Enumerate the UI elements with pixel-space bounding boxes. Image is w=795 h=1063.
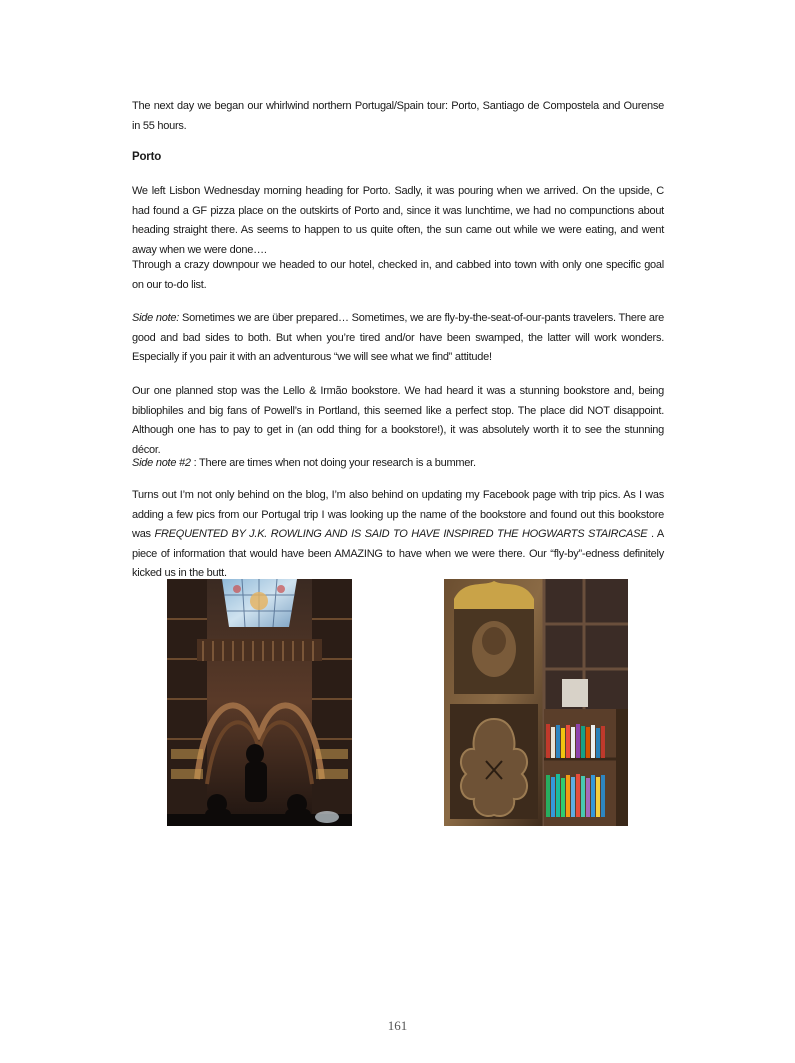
p4-emphasis: FREQUENTED BY J.K. ROWLING AND IS SAID TO HAVE INSPIRED THE HOGWARTS STAIRCASE [154, 528, 648, 540]
paragraph-bookstore: Our one planned stop was the Lello & Irmão bookstore. We had heard it was a stunning bookstore and, being bibliophiles and big fans of Powell’s in Portland, this seemed like a perfect stop. The place did NOT disappoint. Although one has to pay to get in (an odd thing for a bookstore!), it was absolutely worth it to see the stunning décor. [132, 385, 664, 456]
side-note-2-label: Side note #2 [132, 457, 191, 469]
paragraph-arrival: We left Lisbon Wednesday morning heading for Porto. Sadly, it was pouring when we arrived. On the upside, C had found a GF pizza place on the outskirts of Porto and, since it was lunchtime, we had no compunctions about heading straight there. As seems to happen to us quite often, the sun came out while we were eating, and went away when we were done…. [132, 185, 664, 256]
side-note-1-text: Sometimes we are über prepared… Sometimes, we are fly-by-the-seat-of-our-pants travelers. There are good and bad sides to both. But when you’re tired and/or have been swamped, the latter will work wonders. Especially if you pair it with an adventurous “we will see what we find” attitude! [132, 312, 664, 363]
paragraph-facebook [132, 486, 664, 584]
photo-staircase-drawing [167, 579, 352, 826]
side-note-1-label: Side note: [132, 312, 180, 324]
side-note-2-text: : There are times when not doing your research is a bummer. [190, 457, 476, 469]
p4-before: Turns out I’m not only behind on the blog, I’m also behind on updating my Facebook page with trip pics. As I was adding a few pics from our Portugal trip I was looking up the name of the bookstore and found out this bookstore was [132, 489, 664, 540]
page-number: 161 [387, 1018, 408, 1033]
photo-relief-drawing [444, 579, 628, 826]
side-note-1 [132, 309, 664, 368]
p4-after: . A piece of information that would have been AMAZING to have when we were there. Our “fly-by”-edness definitely kicked us in the butt. [132, 528, 664, 579]
side-note-2 [132, 454, 664, 474]
section-heading: Porto [132, 151, 162, 163]
photo-bookstore-staircase [167, 579, 352, 826]
intro-paragraph: The next day we began our whirlwind northern Portugal/Spain tour: Porto, Santiago de Compostela and Ourense in 55 hours. [132, 100, 664, 132]
paragraph-downpour: Through a crazy downpour we headed to our hotel, checked in, and cabbed into town with only one specific goal on our to-do list. [132, 259, 664, 291]
photo-bronze-relief-bookshelf [444, 579, 628, 826]
